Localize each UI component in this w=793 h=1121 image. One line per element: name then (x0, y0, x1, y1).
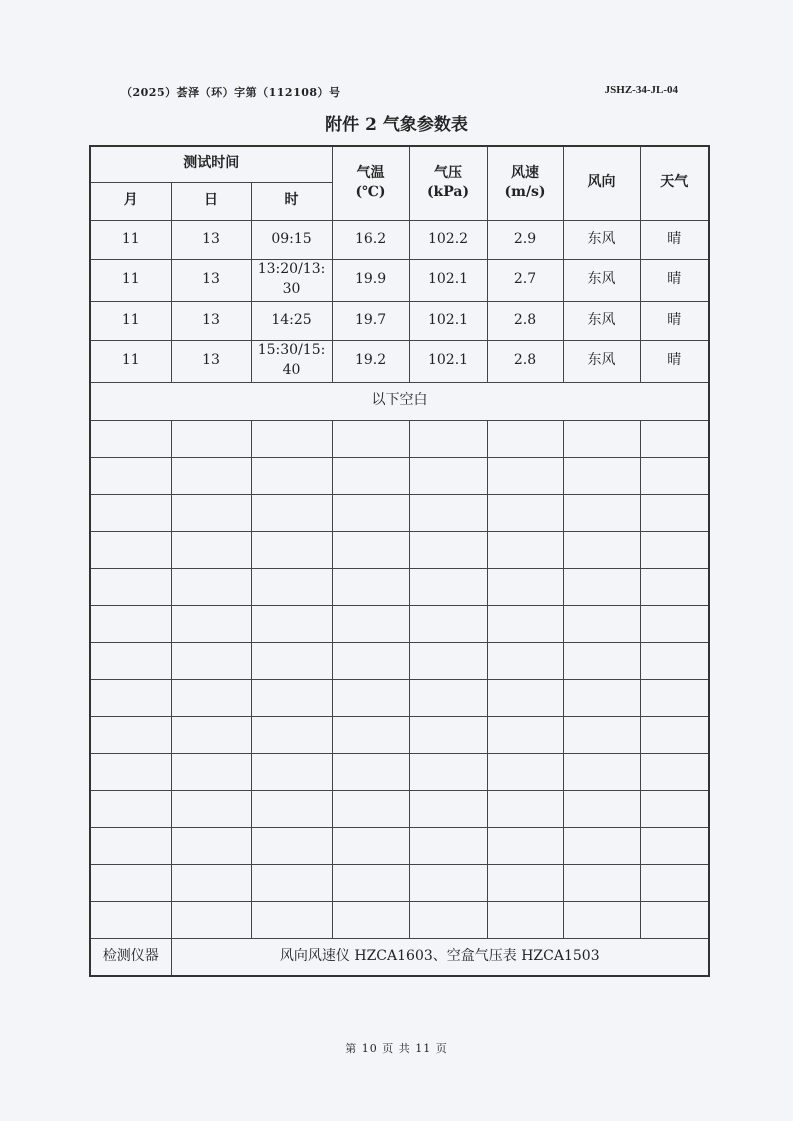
cell-wind-speed: 2.7 (487, 259, 563, 301)
table-row (90, 301, 709, 340)
empty-row (90, 531, 709, 568)
cell-day: 13 (171, 220, 251, 259)
table-row (90, 259, 709, 301)
cell-month: 11 (90, 220, 171, 259)
table-row (90, 220, 709, 259)
header-wind-speed: 风速 (m/s) (487, 146, 563, 220)
empty-row (90, 568, 709, 605)
cell-wind-direction: 东风 (563, 259, 640, 301)
header-pressure: 气压 (kPa) (409, 146, 487, 220)
cell-time: 14:25 (251, 301, 332, 340)
cell-time: 13:20/13:30 (251, 259, 332, 301)
table-row (90, 340, 709, 382)
header-test-time: 测试时间 (90, 146, 332, 182)
cell-time: 15:30/15:40 (251, 340, 332, 382)
header-weather: 天气 (640, 146, 709, 220)
cell-day: 13 (171, 259, 251, 301)
cell-wind-direction: 东风 (563, 340, 640, 382)
weather-parameter-table (89, 145, 710, 977)
instrument-value: 风向风速仪 HZCA1603、空盒气压表 HZCA1503 (171, 938, 709, 976)
blank-below-note: 以下空白 (90, 382, 709, 420)
cell-pressure: 102.2 (409, 220, 487, 259)
cell-wind-direction: 东风 (563, 301, 640, 340)
cell-month: 11 (90, 259, 171, 301)
header-temperature: 气温 (℃) (332, 146, 409, 220)
cell-weather: 晴 (640, 301, 709, 340)
page-number: 第 10 页 共 11 页 (345, 1042, 448, 1055)
cell-time: 09:15 (251, 220, 332, 259)
cell-pressure: 102.1 (409, 340, 487, 382)
cell-wind-speed: 2.8 (487, 340, 563, 382)
instrument-label: 检测仪器 (90, 938, 171, 976)
header-month: 月 (90, 182, 171, 220)
cell-temp: 16.2 (332, 220, 409, 259)
cell-month: 11 (90, 340, 171, 382)
empty-row (90, 420, 709, 457)
cell-pressure: 102.1 (409, 259, 487, 301)
header-hour: 时 (251, 182, 332, 220)
header-wind-direction: 风向 (563, 146, 640, 220)
empty-row (90, 605, 709, 642)
cell-weather: 晴 (640, 220, 709, 259)
cell-wind-speed: 2.8 (487, 301, 563, 340)
header-day: 日 (171, 182, 251, 220)
empty-row (90, 494, 709, 531)
cell-temp: 19.9 (332, 259, 409, 301)
empty-row (90, 457, 709, 494)
cell-temp: 19.2 (332, 340, 409, 382)
empty-row (90, 827, 709, 864)
cell-weather: 晴 (640, 340, 709, 382)
cell-weather: 晴 (640, 259, 709, 301)
document-reference: （2025）荟泽（环）字第（112108）号 (121, 86, 341, 99)
document-code: JSHZ-34-JL-04 (604, 84, 678, 96)
empty-row (90, 716, 709, 753)
cell-day: 13 (171, 301, 251, 340)
cell-month: 11 (90, 301, 171, 340)
empty-row (90, 642, 709, 679)
cell-pressure: 102.1 (409, 301, 487, 340)
cell-wind-speed: 2.9 (487, 220, 563, 259)
page-title: 附件 2 气象参数表 (325, 115, 468, 135)
empty-row (90, 901, 709, 938)
empty-row (90, 864, 709, 901)
cell-temp: 19.7 (332, 301, 409, 340)
empty-row (90, 753, 709, 790)
empty-row (90, 790, 709, 827)
cell-wind-direction: 东风 (563, 220, 640, 259)
cell-day: 13 (171, 340, 251, 382)
empty-row (90, 679, 709, 716)
